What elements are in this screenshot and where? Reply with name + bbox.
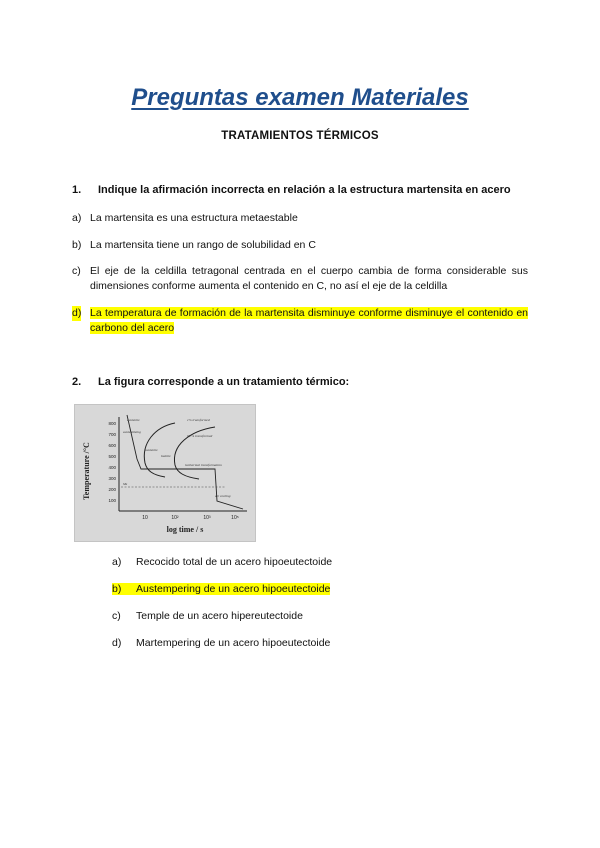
option-text: La martensita es una estructura metaestable bbox=[90, 212, 298, 224]
q2-option-a bbox=[112, 556, 332, 568]
option-text: Martempering de un acero hipoeutectoide bbox=[136, 637, 331, 649]
q2-option-b bbox=[112, 583, 330, 595]
option-text: Recocido total de un acero hipoeutectoide bbox=[136, 556, 333, 568]
annotation: austenitizing bbox=[123, 430, 141, 434]
q1-option-c bbox=[72, 264, 528, 294]
y-tick: 200 bbox=[108, 487, 116, 492]
page-title: Preguntas examen Materiales bbox=[131, 84, 469, 111]
y-tick: 100 bbox=[108, 498, 116, 503]
option-letter: c) bbox=[72, 265, 81, 277]
x-axis-label: log time / s bbox=[166, 525, 204, 534]
y-tick: 400 bbox=[108, 465, 116, 470]
question-2 bbox=[72, 376, 349, 388]
question-1 bbox=[72, 184, 511, 196]
q2-option-c bbox=[112, 610, 303, 622]
annotation: bainite bbox=[161, 454, 171, 458]
option-letter: a) bbox=[72, 212, 82, 224]
annotation: isothermal transformation bbox=[185, 463, 222, 467]
x-tick: 10³ bbox=[203, 515, 211, 521]
q1-option-b bbox=[72, 238, 528, 253]
option-letter: c) bbox=[112, 610, 121, 622]
option-letter: a) bbox=[112, 556, 122, 568]
x-tick: 10² bbox=[171, 515, 179, 521]
annotation: austenite bbox=[145, 448, 158, 452]
y-tick: 800 bbox=[108, 421, 116, 426]
annotation: air cooling bbox=[215, 494, 231, 498]
y-tick: 600 bbox=[108, 443, 116, 448]
q1-option-d bbox=[72, 306, 528, 336]
option-text: Temple de un acero hipereutectoide bbox=[136, 610, 303, 622]
section-title: TRATAMIENTOS TÉRMICOS bbox=[221, 130, 379, 142]
highlighted-answer: La temperatura de formación de la martensita disminuye conforme disminuye el contenido en carbono del acero bbox=[90, 307, 528, 334]
question-text: Indique la afirmación incorrecta en relación a la estructura martensita en acero bbox=[98, 184, 511, 196]
option-letter: b) bbox=[112, 583, 122, 595]
option-text: La martensita tiene un rango de solubilidad en C bbox=[90, 239, 316, 251]
question-number: 2. bbox=[72, 376, 82, 388]
option-letter: b) bbox=[72, 239, 82, 251]
x-tick: 10 bbox=[142, 515, 148, 521]
y-axis-label: Temperature /°C bbox=[82, 442, 91, 500]
y-tick: 500 bbox=[108, 454, 116, 459]
option-letter: d) bbox=[72, 307, 82, 319]
x-tick: 10⁵ bbox=[231, 515, 239, 521]
ttt-diagram-figure bbox=[74, 404, 256, 542]
y-tick: 700 bbox=[108, 432, 116, 437]
annotation: Ms bbox=[123, 482, 128, 486]
option-text: El eje de la celdilla tetragonal centrada en el cuerpo cambia de forma considerable sus dimensiones conforme aumenta el contenido en C, no así el eje de la celdilla bbox=[90, 265, 528, 292]
question-number: 1. bbox=[72, 184, 82, 196]
q2-option-d bbox=[112, 637, 330, 649]
annotation: austenite bbox=[127, 418, 140, 422]
ttt-diagram bbox=[75, 405, 255, 541]
y-tick: 300 bbox=[108, 476, 116, 481]
option-letter: d) bbox=[112, 637, 122, 649]
annotation: 99 % transformed bbox=[187, 434, 213, 438]
option-text bbox=[90, 306, 528, 336]
q1-option-a bbox=[72, 211, 528, 226]
question-text: La figura corresponde a un tratamiento térmico: bbox=[98, 376, 350, 388]
highlighted-answer: Austempering de un acero hipoeutectoide bbox=[136, 583, 331, 595]
annotation: 1% transformed bbox=[187, 418, 210, 422]
